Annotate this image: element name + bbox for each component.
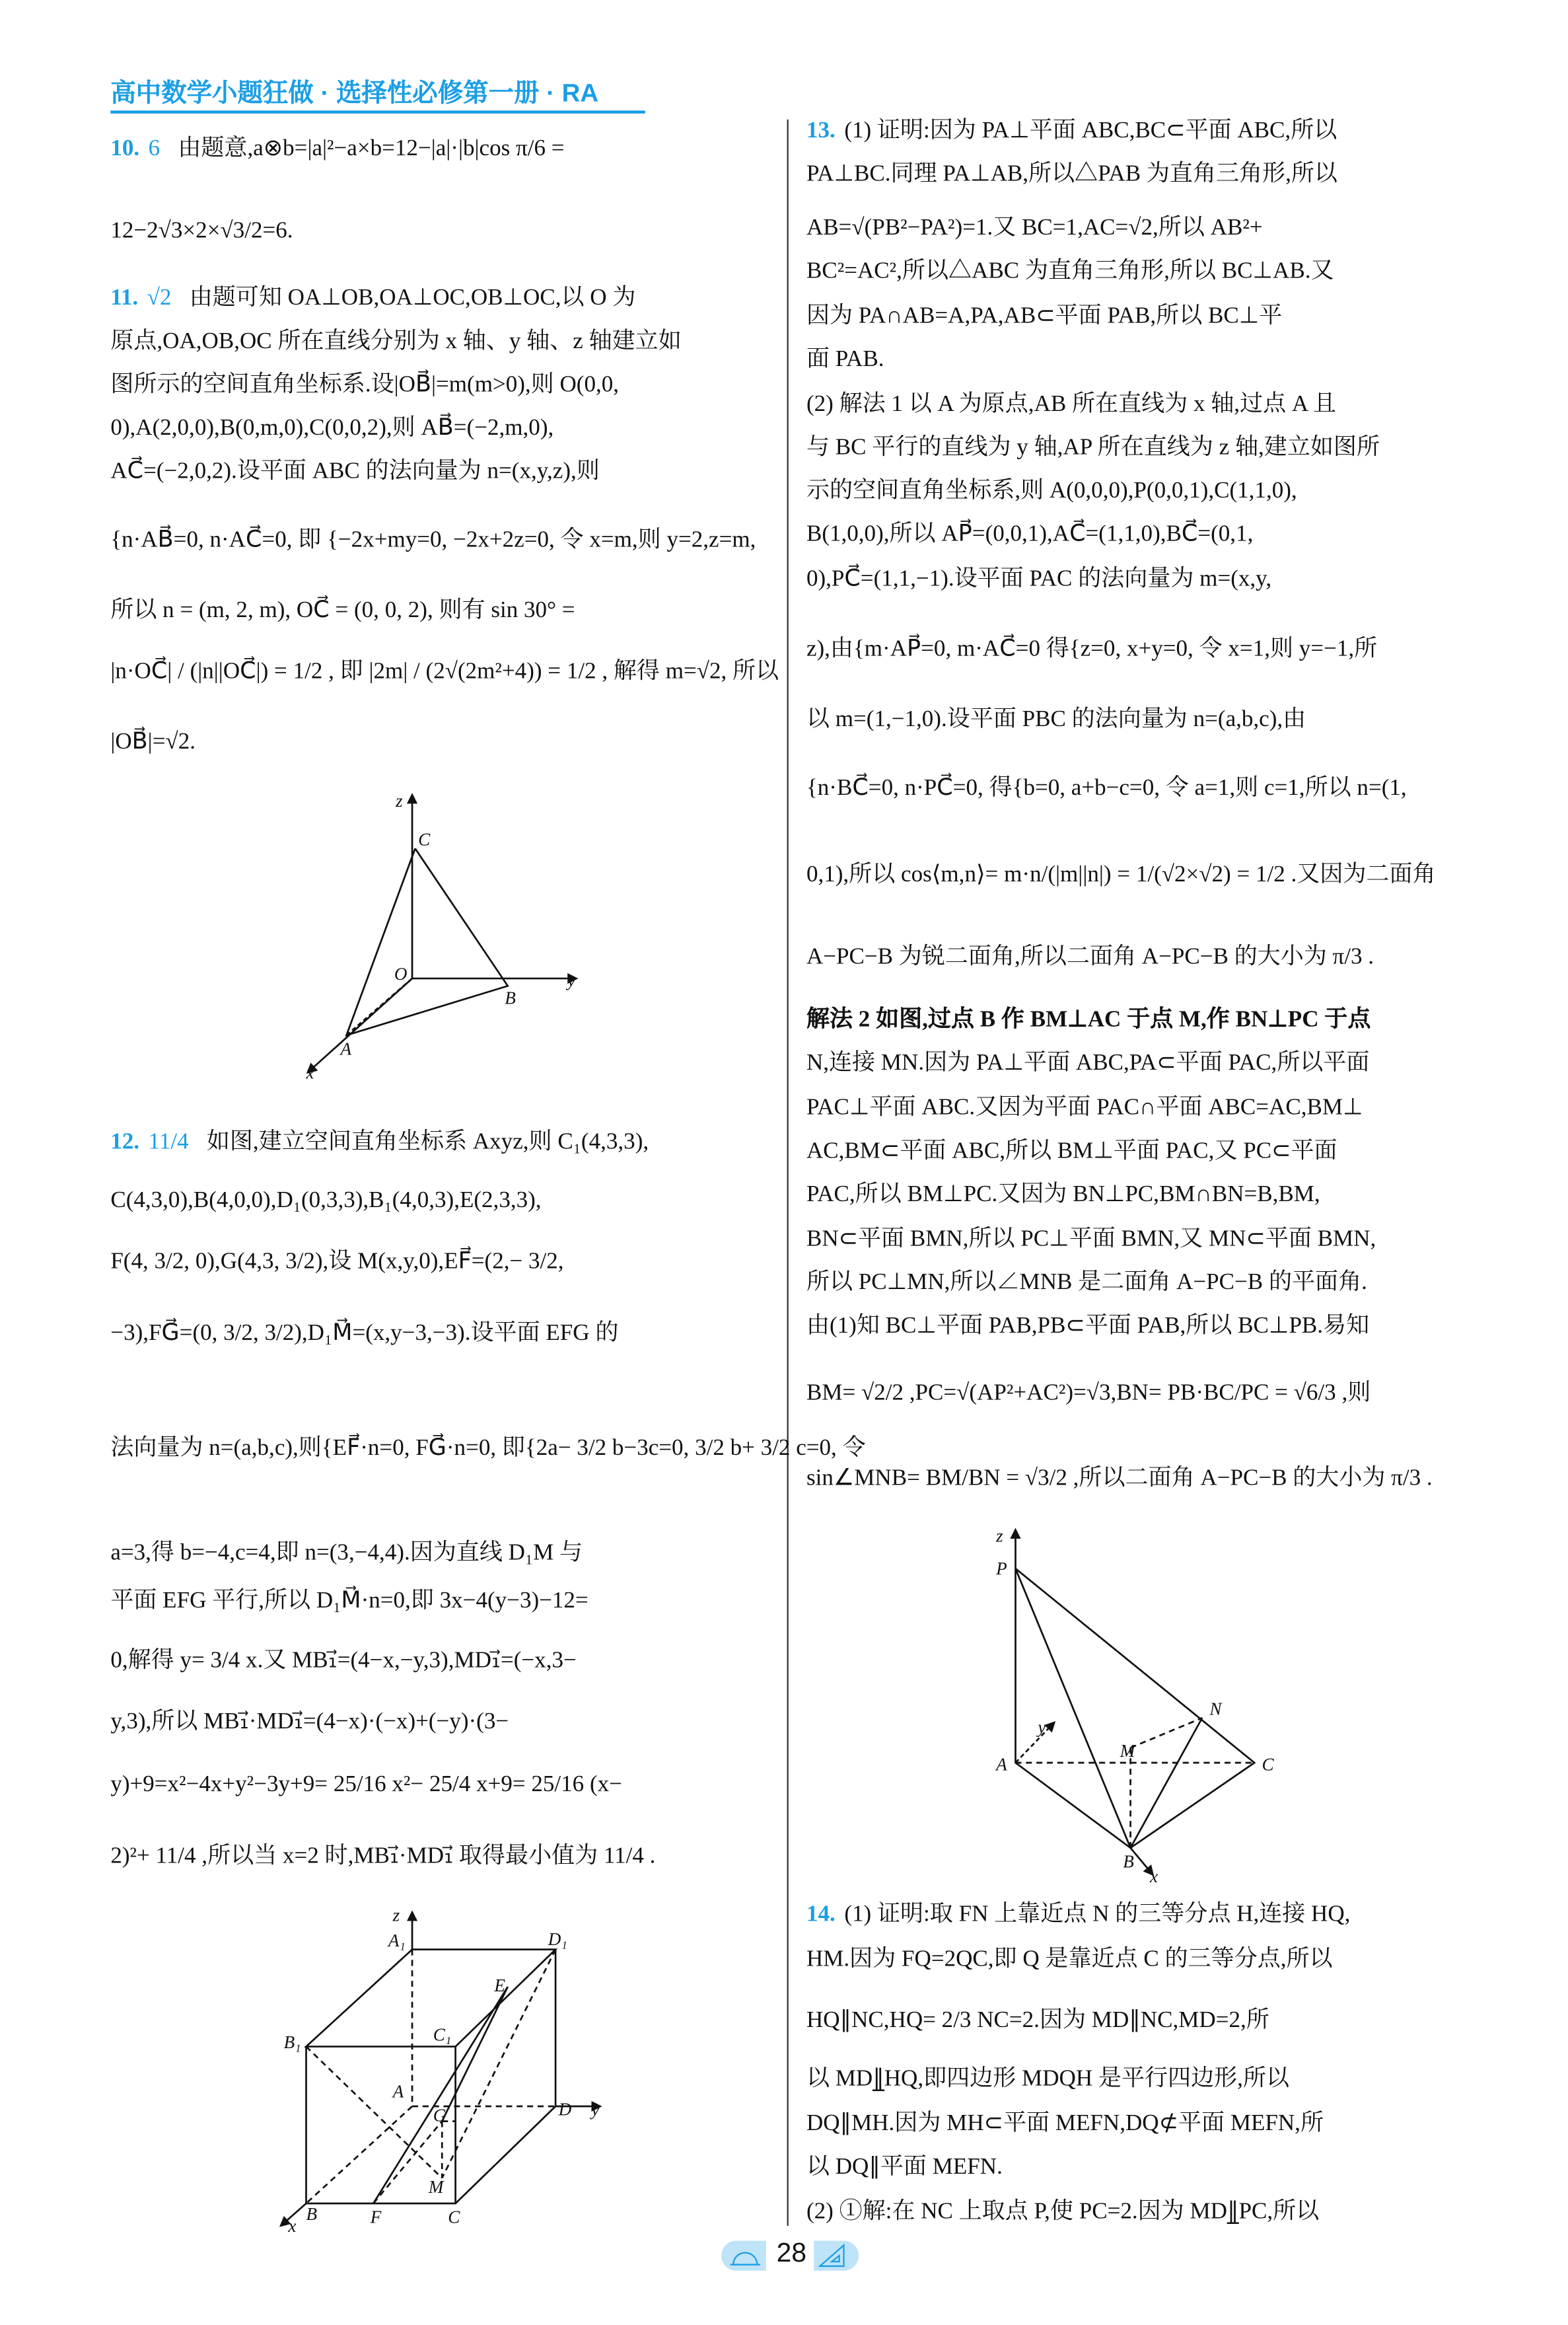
tetrahedron-figure	[308, 795, 577, 1073]
q10-number: 10.	[110, 135, 140, 162]
fig2-label: B	[306, 2203, 318, 2224]
q11-line: 0),A(2,0,0),B(0,m,0),C(0,0,2),则 AB⃗=(−2,m,0),	[110, 415, 554, 441]
q14-line: 以 MD∥̲HQ,即四边形 MDQH 是平行四边形,所以	[806, 2065, 1290, 2092]
q12-text: 如图,建立空间直角坐标系 Axyz,则 C₁(4,3,3),	[206, 1129, 649, 1155]
fig1-label: O	[394, 964, 408, 984]
fig2-label: D₁	[548, 1929, 567, 1949]
q13-number: 13.	[806, 118, 836, 144]
q13-line: {n·BC⃗=0, n·PC⃗=0, 得{b=0, a+b−c=0, 令 a=1,则 c=1,所以 n=(1,	[806, 775, 1407, 801]
q12-number: 12.	[110, 1129, 140, 1155]
q12-line: C(4,3,0),B(4,0,0),D₁(0,3,3),B₁(4,0,3),E(2,3,3),	[110, 1187, 542, 1213]
set-square-icon	[814, 2240, 859, 2270]
q12-line: 平面 EFG 平行,所以 D₁M⃗·n=0,即 3x−4(y−3)−12=	[110, 1588, 588, 1613]
fig3-label: y	[1038, 1716, 1046, 1737]
q11-line: |n·OC⃗| / (|n||OC⃗|) = 1/2 , 即 |2m| / (2√(2m²+4)) = 1/2 , 解得 m=√2, 所以	[110, 659, 779, 684]
q12-line: y)+9=x²−4x+y²−3y+9= 25/16 x²− 25/4 x+9= 25/16 (x−	[110, 1771, 622, 1797]
fig3-label: M	[1120, 1740, 1135, 1761]
q13-line: B(1,0,0),所以 AP⃗=(0,0,1),AC⃗=(1,1,0),BC⃗=(0,1,	[806, 521, 1254, 547]
q11-line: |OB⃗|=√2.	[110, 729, 196, 755]
fig3-label: x	[1149, 1866, 1158, 1886]
fig3-label: P	[996, 1559, 1007, 1579]
fig1-label: z	[396, 790, 403, 811]
q12-line: a=3,得 b=−4,c=4,即 n=(3,−4,4).因为直线 D₁M 与	[110, 1540, 583, 1566]
q12-line: −3),FG⃗=(0, 3/2, 3/2),D₁M⃗=(x,y−3,−3).设平面 EFG 的	[110, 1320, 619, 1347]
q13-line: BC²=AC²,所以△ABC 为直角三角形,所以 BC⊥AB.又	[806, 258, 1334, 284]
q11-number: 11.	[110, 285, 139, 311]
q13-line: 面 PAB.	[806, 346, 884, 372]
q13-line: 因为 PA∩AB=A,PA,AB⊂平面 PAB,所以 BC⊥平	[806, 303, 1283, 329]
fig3-label: B	[1123, 1851, 1134, 1872]
q14-line: DQ∥MH.因为 MH⊂平面 MEFN,DQ⊄平面 MEFN,所	[806, 2110, 1324, 2137]
q13-line: 示的空间直角坐标系,则 A(0,0,0),P(0,0,1),C(1,1,0),	[806, 478, 1297, 503]
running-header: 高中数学小题狂做 · 选择性必修第一册 · RA	[110, 72, 645, 114]
q12-answer: 11/4	[148, 1129, 189, 1155]
fig2-label: C	[448, 2207, 460, 2227]
q14-line: HM.因为 FQ=2QC,即 Q 是靠近点 C 的三等分点,所以	[806, 1946, 1333, 1972]
fig2-label: G	[433, 2105, 446, 2125]
fig1-label: x	[306, 1062, 314, 1083]
q13-line: 所以 PC⊥MN,所以∠MNB 是二面角 A−PC−B 的平面角.	[806, 1269, 1367, 1296]
q13-line: PAC,所以 BM⊥PC.又因为 BN⊥PC,BM∩BN=B,BM,	[806, 1181, 1320, 1207]
q13-line: A−PC−B 为锐二面角,所以二面角 A−PC−B 的大小为 π/3 .	[806, 943, 1374, 970]
fig2-label: B₁	[283, 2032, 301, 2052]
q13-line: 与 BC 平行的直线为 y 轴,AP 所在直线为 z 轴,建立如图所	[806, 434, 1380, 461]
q13-line: 0,1),所以 cos⟨m,n⟩= m·n/(|m||n|) = 1/(√2×√2) = 1/2 .又因为二面角	[806, 862, 1436, 888]
q10-text: 由题意,a⊗b=|a|²−a×b=12−|a|·|b|cos π/6 =	[178, 135, 565, 162]
q13-line: BN⊂平面 BMN,所以 PC⊥平面 BMN,又 MN⊂平面 BMN,	[806, 1226, 1376, 1252]
q12-line: 法向量为 n=(a,b,c),则{EF⃗·n=0, FG⃗·n=0, 即{2a− 3/2 b−3c=0, 3/2 b+ 3/2 c=0, 令	[110, 1435, 866, 1461]
fig2-label: M	[428, 2177, 444, 2197]
fig3-label: N	[1209, 1699, 1222, 1719]
q13-line: sin∠MNB= BM/BN = √3/2 ,所以二面角 A−PC−B 的大小为 π/3 .	[806, 1465, 1433, 1491]
fig2-label: A₁	[388, 1931, 406, 1951]
fig3-label: z	[996, 1526, 1003, 1546]
q13-line: PA⊥BC.同理 PA⊥AB,所以△PAB 为直角三角形,所以	[806, 161, 1337, 187]
q13-line: 0),PC⃗=(1,1,−1).设平面 PAC 的法向量为 m=(x,y,	[806, 566, 1272, 592]
fig2-label: F	[370, 2207, 382, 2227]
fig1-label: C	[418, 829, 431, 850]
q13-line: 以 m=(1,−1,0).设平面 PBC 的法向量为 n=(a,b,c),由	[806, 706, 1306, 732]
q11-line: {n·AB⃗=0, n·AC⃗=0, 即 {−2x+my=0, −2x+2z=0, 令 x=m,则 y=2,z=m,	[110, 527, 756, 553]
fig2-label: x	[288, 2215, 297, 2236]
q13-line: z),由{m·AP⃗=0, m·AC⃗=0 得{z=0, x+y=0, 令 x=1,则 y=−1,所	[806, 636, 1378, 662]
fig3-label: A	[996, 1754, 1007, 1775]
fig2-label: C₁	[433, 2024, 452, 2045]
q11-line: AC⃗=(−2,0,2).设平面 ABC 的法向量为 n=(x,y,z),则	[110, 459, 600, 484]
q11-line: 所以 n = (m, 2, m), OC⃗ = (0, 0, 2), 则有 sin 30° =	[110, 597, 575, 623]
page-number: 28	[776, 2237, 806, 2268]
fig2-label: E	[494, 1975, 505, 1995]
q10-line: 12−2√3×2×√3/2=6.	[110, 218, 293, 244]
q11-answer: √2	[147, 285, 172, 311]
q12-line: y,3),所以 MB₁⃗·MD₁⃗=(4−x)·(−x)+(−y)·(3−	[110, 1709, 509, 1735]
q11-text: 由题可知 OA⊥OB,OA⊥OC,OB⊥OC,以 O 为	[189, 285, 636, 311]
protractor-icon	[721, 2240, 766, 2270]
q13-line: AC,BM⊂平面 ABC,所以 BM⊥平面 PAC,又 PC⊂平面	[806, 1138, 1337, 1164]
q13-line: PAC⊥平面 ABC.又因为平面 PAC∩平面 ABC=AC,BM⊥	[806, 1095, 1363, 1121]
fig1-label: B	[505, 988, 516, 1008]
q11-line: 图所示的空间直角坐标系.设|OB⃗|=m(m>0),则 O(0,0,	[110, 371, 620, 398]
q10-answer: 6	[148, 135, 160, 162]
fig2-label: A	[392, 2081, 404, 2102]
q12-line: F(4, 3/2, 0),G(4,3, 3/2),设 M(x,y,0),EF⃗=(2,− 3/2,	[110, 1249, 564, 1274]
fig2-label: D	[558, 2099, 572, 2120]
q14-line: (2) ①解:在 NC 上取点 P,使 PC=2.因为 MD∥̲PC,所以	[806, 2199, 1320, 2225]
fig1-label: y	[567, 970, 576, 990]
q14-line: 以 DQ∥平面 MEFN.	[806, 2154, 1003, 2180]
fig1-label: A	[340, 1039, 352, 1059]
page-number-badge	[721, 2238, 859, 2273]
q13-line: BM= √2/2 ,PC=√(AP²+AC²)=√3,BN= PB·BC/PC = √6/3 ,则	[806, 1380, 1371, 1406]
q12-line: 0,解得 y= 3/4 x.又 MB₁⃗=(4−x,−y,3),MD₁⃗=(−x,3−	[110, 1647, 577, 1674]
fig2-label: y	[591, 2099, 600, 2120]
q14-text: (1) 证明:取 FN 上靠近点 N 的三等分点 H,连接 HQ,	[844, 1901, 1351, 1927]
q13-line: 由(1)知 BC⊥平面 PAB,PB⊂平面 PAB,所以 BC⊥PB.易知	[806, 1313, 1370, 1339]
fig2-label: z	[392, 1905, 400, 1925]
q14-line: HQ∥NC,HQ= 2/3 NC=2.因为 MD∥NC,MD=2,所	[806, 2007, 1269, 2034]
fig3-label: C	[1262, 1754, 1274, 1775]
q14-number: 14.	[806, 1901, 836, 1927]
q13-text: (1) 证明:因为 PA⊥平面 ABC,BC⊂平面 ABC,所以	[844, 118, 1337, 144]
q13-line: AB=√(PB²−PA²)=1.又 BC=1,AC=√2,所以 AB²+	[806, 215, 1263, 241]
q13-line: (2) 解法 1 以 A 为原点,AB 所在直线为 x 轴,过点 A 且	[806, 391, 1337, 417]
q13-line: 解法 2 如图,过点 B 作 BM⊥AC 于点 M,作 BN⊥PC 于点	[806, 1006, 1371, 1033]
q12-line: 2)²+ 11/4 ,所以当 x=2 时,MB₁⃗·MD₁⃗ 取得最小值为 11/4 .	[110, 1843, 656, 1869]
q13-line: N,连接 MN.因为 PA⊥平面 ABC,PA⊂平面 PAC,所以平面	[806, 1050, 1370, 1076]
q11-line: 原点,OA,OB,OC 所在直线分别为 x 轴、y 轴、z 轴建立如	[110, 328, 682, 354]
